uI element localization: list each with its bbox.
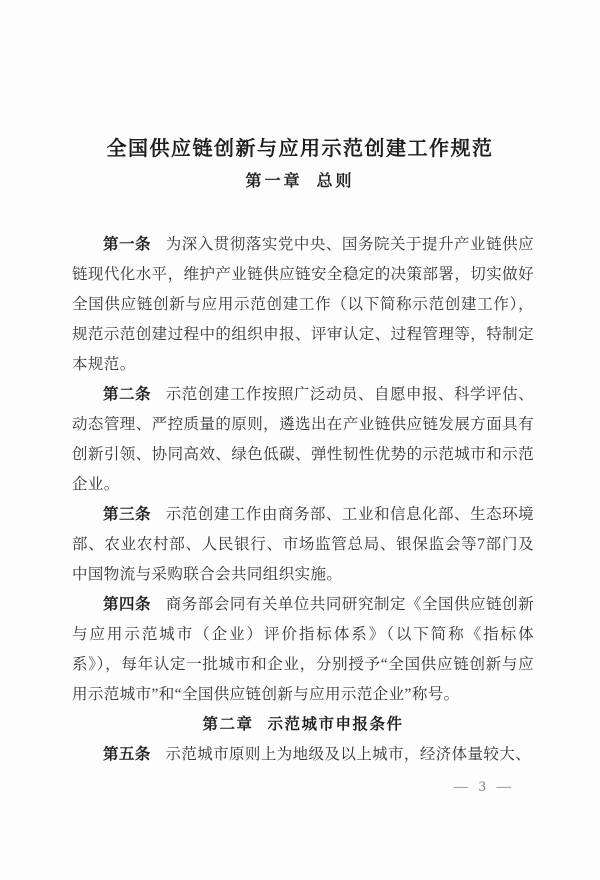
article-5-label: 第五条 bbox=[103, 746, 151, 763]
article-2-text: 示范创建工作按照广泛动员、自愿申报、科学评估、动态管理、严控质量的原则，遴选出在产业链供应链发展方面具有创新引领、协同高效、绿色低碳、弹性韧性优势的示范城市和示范企业。 bbox=[72, 386, 534, 493]
article-1-text: 为深入贯彻落实党中央、国务院关于提升产业链供应链现代化水平，维护产业链供应链安全稳定的决策部署，切实做好全国供应链创新与应用示范创建工作（以下简称示范创建工作），规范示范创建过程中的组织申报、评审认定、过程管理等，特制定本规范。 bbox=[72, 236, 534, 373]
article-4-paragraph bbox=[72, 590, 534, 710]
article-1-label: 第一条 bbox=[103, 236, 152, 253]
chapter-1-heading bbox=[0, 170, 600, 194]
chapter-2-title: 示范城市申报条件 bbox=[267, 716, 404, 733]
document-body bbox=[72, 230, 534, 770]
chapter-2-label: 第二章 bbox=[202, 716, 254, 733]
article-2-paragraph bbox=[72, 380, 534, 500]
chapter-2-heading bbox=[72, 710, 534, 740]
article-5-text: 示范城市原则上为地级及以上城市，经济体量较大、 bbox=[165, 746, 532, 763]
article-5-paragraph bbox=[72, 740, 534, 770]
article-1-paragraph bbox=[72, 230, 534, 380]
article-3-text: 示范创建工作由商务部、工业和信息化部、生态环境部、农业农村部、人民银行、市场监管总局、银保监会等7部门及中国物流与采购联合会共同组织实施。 bbox=[72, 506, 534, 583]
document-title: 全国供应链创新与应用示范创建工作规范 bbox=[106, 138, 494, 160]
article-4-label: 第四条 bbox=[103, 596, 152, 613]
article-3-paragraph bbox=[72, 500, 534, 590]
article-4-text: 商务部会同有关单位共同研究制定《全国供应链创新与应用示范城市（企业）评价指标体系》（以下简称《指标体系》），每年认定一批城市和企业，分别授予“全国供应链创新与应用示范城市”和“全国供应链创新与应用示范企业”称号。 bbox=[72, 596, 534, 703]
chapter-1-title: 总则 bbox=[316, 173, 355, 190]
article-2-label: 第二条 bbox=[103, 386, 152, 403]
article-3-label: 第三条 bbox=[103, 506, 152, 523]
chapter-1-label: 第一章 bbox=[245, 173, 303, 190]
page-number: — 3 — bbox=[453, 779, 512, 795]
